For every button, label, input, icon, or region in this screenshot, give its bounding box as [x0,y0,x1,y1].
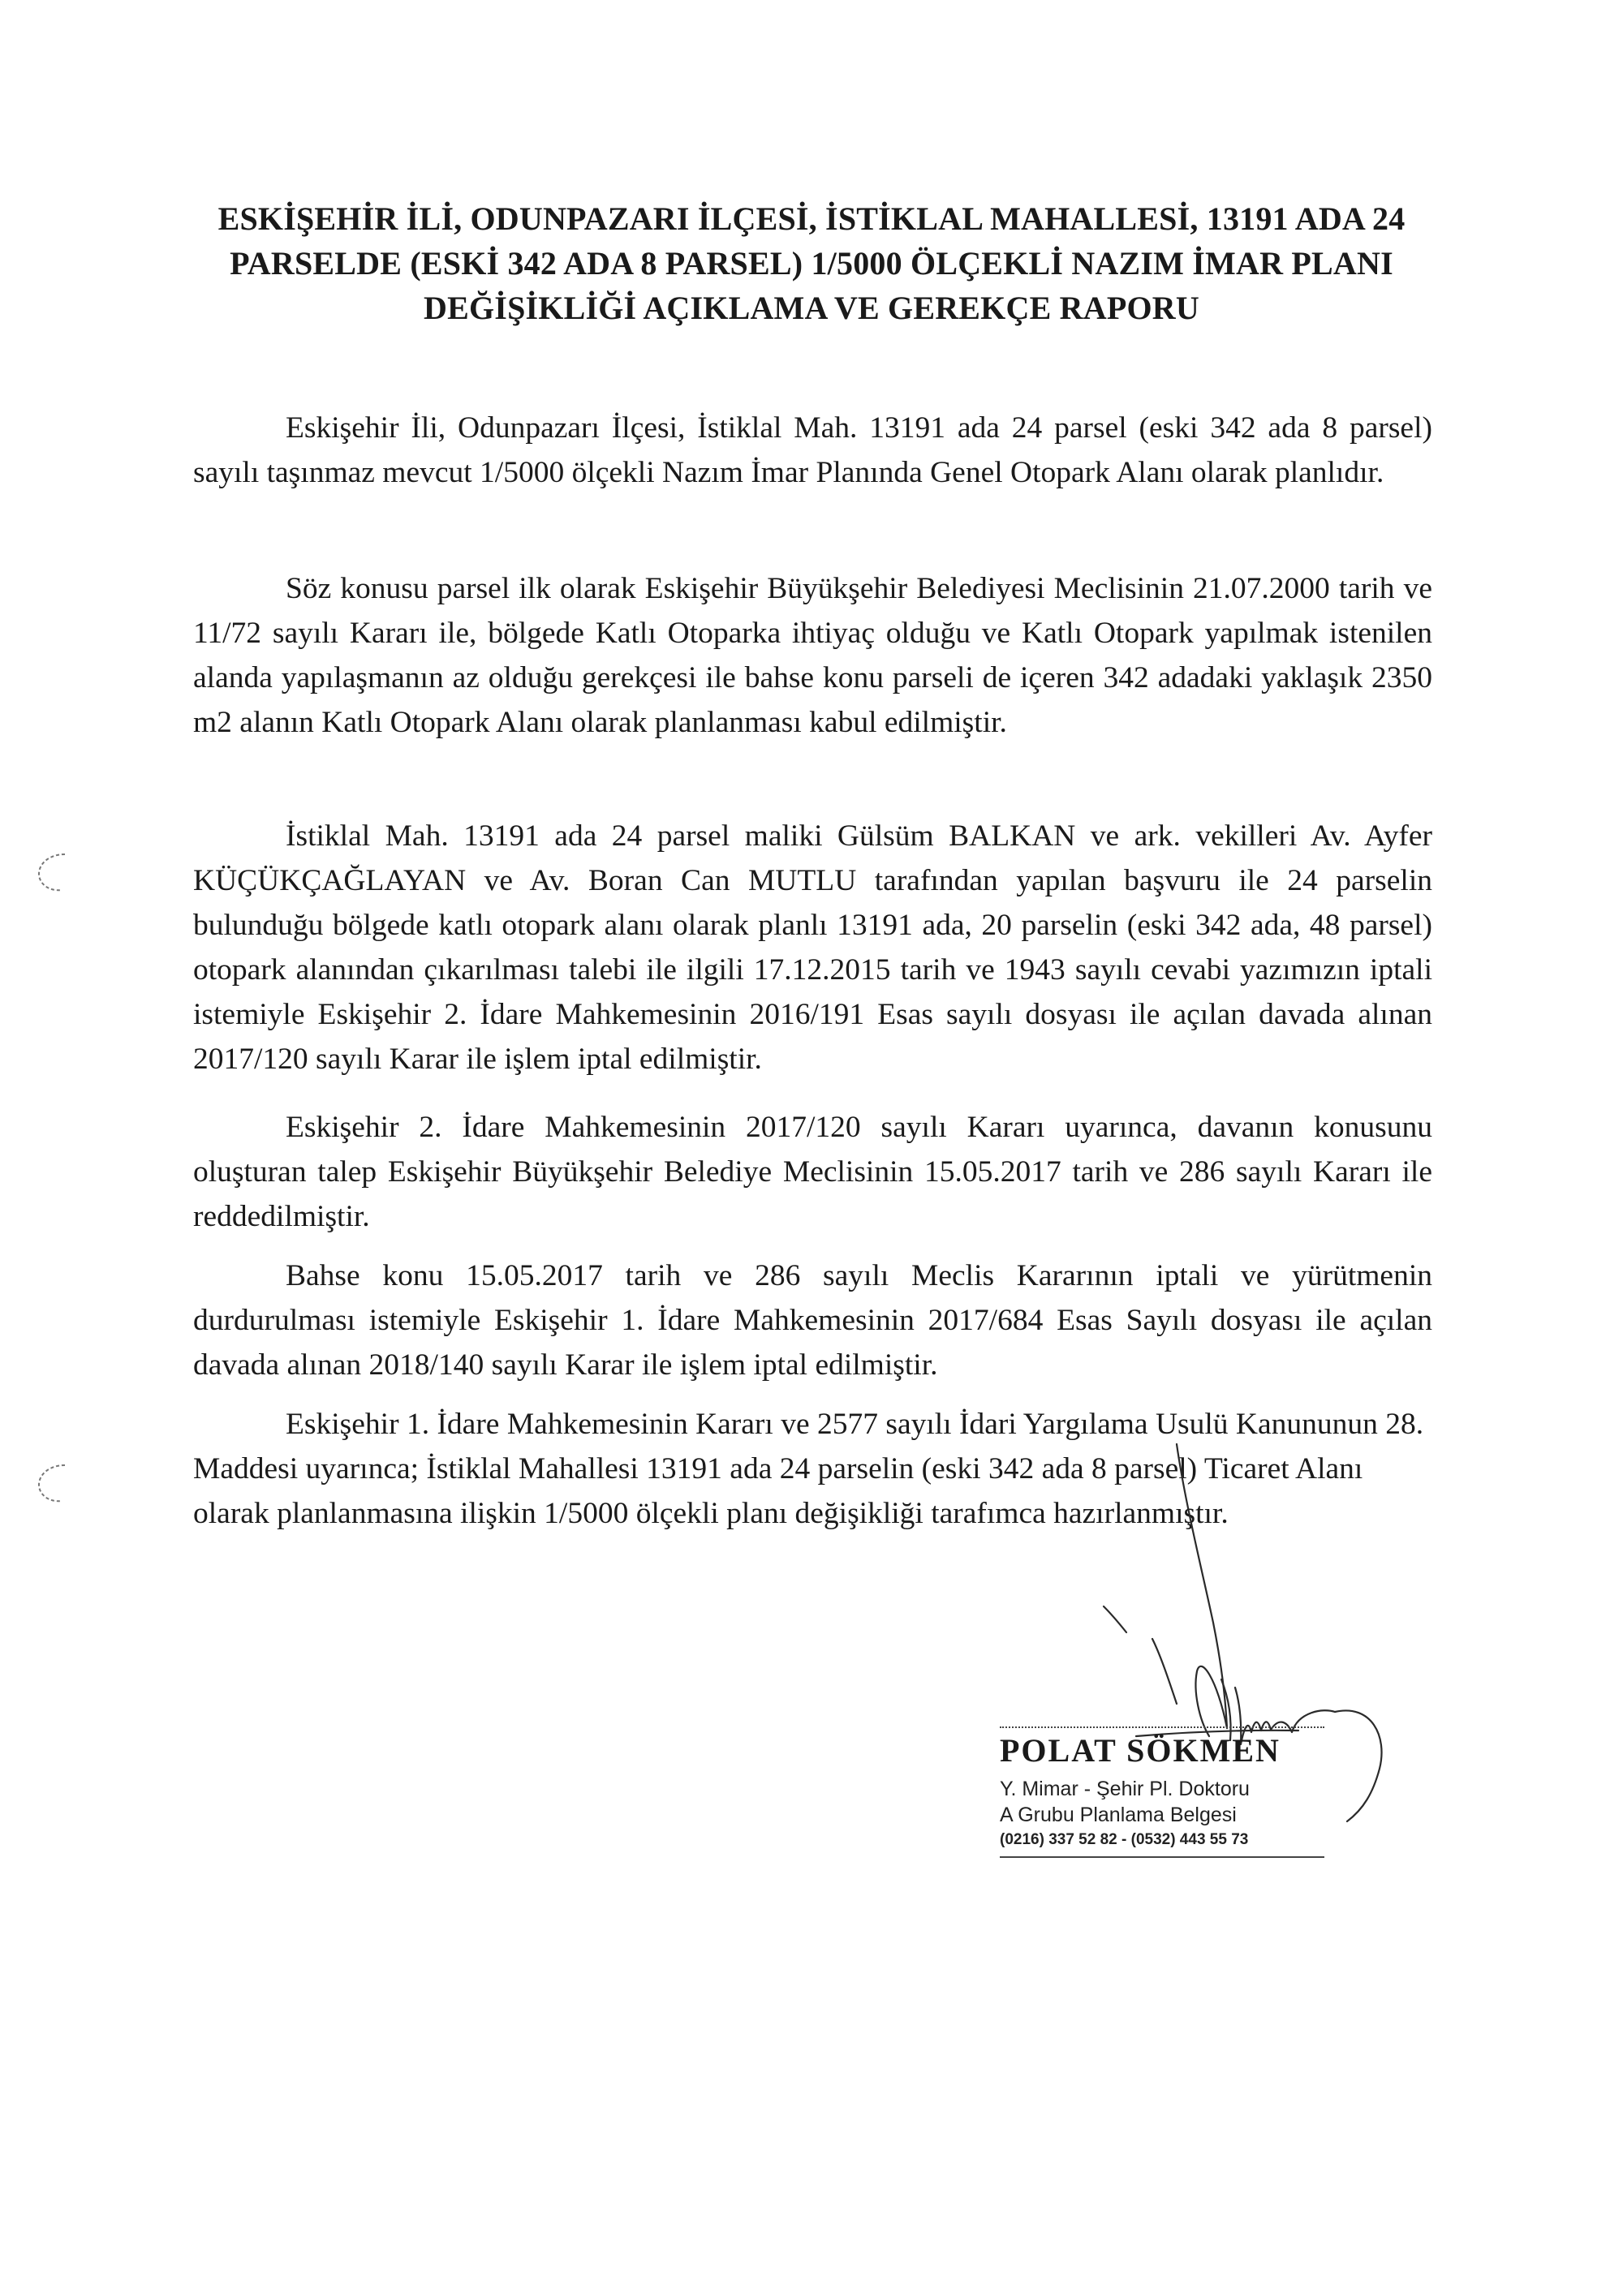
stamp-phone: (0216) 337 52 82 - (0532) 443 55 73 [1000,1831,1249,1848]
punch-hole-mark [32,849,78,895]
paragraph-6: Eskişehir 1. İdare Mahkemesinin Kararı ve 2577 sayılı İdari Yargılama Usulü Kanununun 28. Maddesi uyarınca; İstiklal Mahallesi 13191 ada 24 parselin (eski 342 ada 8 parsel) Ticaret Alanı olarak planlanmasına ilişkin 1/5000 ölçekli planı değişikliği tarafımca hazırlanmıştır. [193,1408,1424,1530]
paragraph-4: Eskişehir 2. İdare Mahkemesinin 2017/120 sayılı Kararı uyarınca, davanın konusunu oluşturan talep Eskişehir Büyükşehir Belediye Meclisinin 15.05.2017 tarih ve 286 sayılı Kararı ile reddedilmiştir. [193,1111,1432,1233]
document-title [187,196,1436,330]
stamp-title-1: Y. Mimar - Şehir Pl. Doktoru [1000,1778,1250,1800]
stamp-divider [1000,1726,1324,1728]
paragraph-5: Bahse konu 15.05.2017 tarih ve 286 sayılı Meclis Kararının iptali ve yürütmenin durdurulması istemiyle Eskişehir 1. İdare Mahkemesinin 2017/684 Esas Sayılı dosyası ile açılan davada alınan 2018/140 sayılı Karar ile işlem iptal edilmiştir. [193,1259,1432,1382]
punch-hole-mark [32,1460,78,1506]
professional-stamp [1000,1726,1357,1864]
title-line-2: PARSELDE (ESKİ 342 ADA 8 PARSEL) 1/5000 ÖLÇEKLİ NAZIM İMAR PLANI [230,245,1393,282]
paragraph-3: İstiklal Mah. 13191 ada 24 parsel maliki Gülsüm BALKAN ve ark. vekilleri Av. Ayfer KÜÇÜKÇAĞLAYAN ve Av. Boran Can MUTLU tarafından yapılan başvuru ile 24 parselin bulunduğu bölgede katlı otopark alanı olarak planlı 13191 ada, 20 parselin (eski 342 ada, 48 parsel) otopark alanından çıkarılması talebi ile ilgili 17.12.2015 tarih ve 1943 sayılı cevabi yazımızın iptali istemiyle Eskişehir 2. İdare Mahkemesinin 2016/191 Esas sayılı dosyası ile açılan davada alınan 2017/120 sayılı Karar ile işlem iptal edilmiştir. [193,819,1432,1076]
title-line-1: ESKİŞEHİR İLİ, ODUNPAZARI İLÇESİ, İSTİKLAL MAHALLESİ, 13191 ADA 24 [217,200,1406,237]
stamp-divider [1000,1856,1324,1858]
stamp-name: POLAT SÖKMEN [1000,1732,1281,1769]
stamp-title-2: A Grubu Planlama Belgesi [1000,1804,1237,1826]
title-line-3: DEĞİŞİKLİĞİ AÇIKLAMA VE GEREKÇE RAPORU [424,290,1199,326]
paragraph-1: Eskişehir İli, Odunpazarı İlçesi, İstiklal Mah. 13191 ada 24 parsel (eski 342 ada 8 parsel) sayılı taşınmaz mevcut 1/5000 ölçekli Nazım İmar Planında Genel Otopark Alanı olarak planlıdır. [193,411,1432,489]
paragraph-2: Söz konusu parsel ilk olarak Eskişehir Büyükşehir Belediyesi Meclisinin 21.07.2000 tarih ve 11/72 sayılı Kararı ile, bölgede Katlı Otoparka ihtiyaç olduğu ve Katlı Otopark yapılmak istenilen alanda yapılaşmanın az olduğu gerekçesi ile bahse konu parseli de içeren 342 adadaki yaklaşık 2350 m2 alanın Katlı Otopark Alanı olarak planlanması kabul edilmiştir. [193,572,1432,739]
